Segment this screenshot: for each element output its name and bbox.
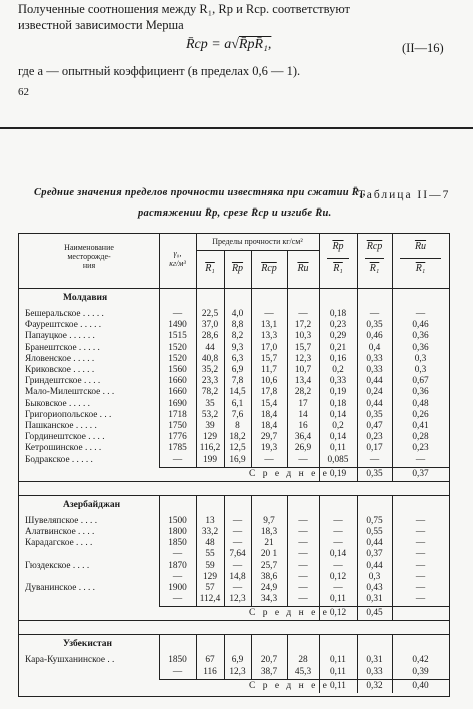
table-col-rule: [319, 495, 320, 607]
cell-ri: 36,4: [294, 432, 312, 443]
cell-ri: —: [298, 560, 308, 571]
average-rule: [159, 467, 449, 468]
average-label: С р е д н е е: [249, 468, 330, 479]
row-name: Дуванинское . . . .: [25, 583, 95, 593]
cell-ki: 0,42: [412, 655, 429, 666]
table-col-rule: [251, 250, 252, 288]
header-limits-group: Пределы прочности кг/см²: [212, 237, 303, 246]
formula-lhs: R̄ср = a√: [186, 37, 239, 52]
cell-ki: —: [415, 560, 426, 571]
row-name: Мало-Милештское . . .: [25, 387, 115, 398]
cell-g: 1850: [168, 538, 187, 549]
table-col-rule: [392, 606, 393, 620]
cell-kcp: 0,44: [366, 398, 383, 409]
section-rule: [19, 634, 449, 635]
cell-g: 1870: [168, 560, 187, 571]
header-ri: Rи: [297, 263, 309, 274]
cell-rcp: 20 1: [260, 549, 278, 560]
table-col-rule: [224, 634, 225, 678]
cell-ki: 0,36: [412, 331, 429, 342]
cell-kp: 0,23: [329, 320, 347, 331]
cell-rp: 12,3: [229, 666, 246, 677]
cell-rcp: 18,4: [260, 409, 278, 420]
cell-rcp: 24,9: [260, 583, 278, 593]
cell-g: 1718: [168, 409, 187, 420]
cell-r1: 28,6: [201, 331, 219, 342]
cell-ri: 28: [298, 655, 308, 666]
cell-ki: 0,3: [414, 365, 427, 375]
cell-kcp: 0,33: [366, 353, 383, 364]
cell-rp: 12,3: [229, 594, 246, 605]
header-ratio_p-den: R₁: [333, 263, 343, 274]
cell-r1: 116,2: [199, 443, 221, 454]
cell-ki: 0,46: [412, 320, 429, 331]
cell-g: 1660: [168, 387, 187, 398]
cell-ri: —: [298, 549, 308, 560]
table-col-rule: [159, 495, 160, 607]
cell-kcp: —: [369, 309, 380, 319]
cell-ki: —: [415, 549, 426, 560]
average-ki: 0,37: [412, 468, 429, 479]
table-col-rule: [287, 250, 288, 288]
cell-ri: 17,2: [294, 320, 312, 331]
cell-g: 1785: [168, 443, 187, 454]
cell-kcp: 0,37: [366, 549, 383, 560]
cell-ki: —: [415, 309, 426, 319]
cell-kp: 0,12: [329, 571, 347, 582]
data-table: [18, 233, 450, 697]
cell-ri: 45,3: [294, 666, 312, 677]
cell-rp: 18,2: [229, 432, 246, 443]
cell-r1: 33,2: [201, 527, 219, 537]
region-heading: Азербайджан: [63, 499, 121, 510]
cell-kcp: 0,33: [366, 365, 383, 375]
table-col-rule: [224, 288, 225, 467]
intro-line-1: Полученные соотношения между R₁, Rр и Rср. соответствуют: [18, 2, 350, 16]
table-col-rule: [357, 234, 358, 288]
cell-ki: 0,28: [412, 432, 429, 443]
cell-ki: 0,3: [414, 353, 427, 364]
section-rule: [19, 495, 449, 496]
cell-g: 1520: [168, 353, 187, 364]
row-name: Бодракское . . . . .: [25, 454, 93, 465]
cell-rp: 16,9: [229, 454, 246, 465]
cell-rp: 4,0: [231, 309, 244, 319]
cell-rcp: 38,7: [260, 666, 278, 677]
formula-radicand: R̄рR̄₁,: [238, 37, 272, 52]
cell-kcp: 0,3: [368, 571, 381, 582]
row-name: Пашканское . . . . .: [25, 421, 97, 431]
header-ratio_i-den: R₁: [415, 263, 426, 274]
cell-rp: 8: [235, 421, 240, 431]
cell-g: 1520: [168, 342, 187, 353]
table-col-rule: [196, 634, 197, 678]
cell-kcp: 0,23: [366, 432, 383, 443]
table-title: Таблица II—7: [358, 189, 451, 201]
header-subrule: [196, 250, 319, 251]
cell-kp: 0,14: [329, 409, 347, 420]
row-name: Бранештское . . . . .: [25, 342, 100, 353]
table-col-rule: [159, 288, 160, 467]
cell-kp: —: [333, 515, 343, 526]
cell-rp: 6,9: [231, 365, 244, 375]
average-kcp: 0,45: [366, 608, 383, 619]
cell-kcp: 0,44: [366, 376, 383, 387]
cell-rp: —: [232, 560, 243, 571]
cell-ri: 28,2: [294, 387, 312, 398]
table-col-rule: [196, 495, 197, 607]
header-rp: Rр: [231, 263, 244, 274]
cell-kp: 0,11: [330, 655, 346, 666]
cell-ki: 0,39: [412, 666, 429, 677]
row-name: Фаурештское . . . . .: [25, 320, 102, 331]
cell-kcp: 0,35: [366, 320, 383, 331]
average-label: С р е д н е е: [249, 680, 330, 691]
cell-kcp: 0,46: [366, 331, 383, 342]
header-density: γ₀,: [173, 249, 182, 258]
cell-rcp: 19,3: [260, 443, 278, 454]
table-col-rule: [357, 495, 358, 607]
cell-rp: 8,2: [231, 331, 244, 342]
table-col-rule: [319, 634, 320, 678]
cell-rcp: 21: [264, 538, 274, 549]
cell-kp: 0,14: [329, 549, 347, 560]
cell-ri: —: [298, 571, 308, 582]
header-name: Наименование месторожде- ния: [64, 243, 114, 270]
cell-rcp: 34,3: [260, 594, 278, 605]
cell-rp: —: [232, 527, 243, 537]
average-kp: 0,12: [329, 608, 347, 619]
table-col-rule: [319, 234, 320, 288]
cell-kp: 0,19: [329, 387, 347, 398]
cell-kcp: 0,31: [366, 594, 383, 605]
cell-g: 1500: [168, 515, 187, 526]
cell-rcp: 13,1: [260, 320, 278, 331]
cell-r1: 57: [205, 583, 215, 593]
cell-kp: 0,14: [329, 432, 347, 443]
row-name: Бешеральское . . . . .: [25, 309, 104, 319]
row-name: Кетрошинское . . . .: [25, 443, 102, 454]
region-heading: Молдавия: [63, 293, 108, 303]
cell-g: 1490: [168, 320, 187, 331]
table-col-rule: [159, 234, 160, 288]
cell-ki: 0,36: [412, 342, 429, 353]
cell-r1: 129: [203, 432, 217, 443]
header-fraction-bar: [400, 258, 441, 259]
cell-ri: —: [298, 454, 308, 465]
cell-rcp: 18,4: [260, 421, 278, 431]
cell-g: 1900: [168, 583, 187, 593]
intro-line-2: известной зависимости Мерша: [18, 18, 184, 32]
caption-line-1: Средние значения пределов прочности известняка при сжатии R̄₁,: [34, 187, 366, 198]
average-kcp: 0,35: [366, 468, 383, 479]
cell-r1: 13: [205, 515, 215, 526]
cell-r1: 35,2: [201, 365, 219, 375]
table-col-rule: [392, 634, 393, 678]
cell-rcp: 17,0: [260, 342, 278, 353]
cell-rp: 7,64: [229, 549, 246, 560]
cell-kcp: —: [369, 454, 380, 465]
cell-kp: 0,11: [330, 666, 346, 677]
cell-ki: 0,41: [412, 421, 429, 431]
table-col-rule: [287, 495, 288, 607]
cell-kp: 0,18: [329, 398, 347, 409]
cell-ki: —: [415, 594, 426, 605]
average-kp: 0,19: [329, 468, 347, 479]
cell-kp: —: [333, 560, 343, 571]
row-name: Яловенское . . . . .: [25, 353, 95, 364]
cell-kcp: 0,24: [366, 387, 383, 398]
cell-ki: —: [415, 454, 426, 465]
table-col-rule: [392, 288, 393, 467]
cell-ri: 13,4: [294, 376, 312, 387]
cell-kcp: 0,33: [366, 666, 383, 677]
cell-r1: 37,0: [201, 320, 219, 331]
cell-r1: 40,8: [201, 353, 219, 364]
cell-kcp: 0,44: [366, 538, 383, 549]
cell-rcp: —: [264, 454, 274, 465]
cell-kcp: 0,17: [366, 443, 383, 454]
table-col-rule: [159, 634, 160, 678]
cell-ri: —: [298, 515, 308, 526]
cell-r1: 55: [205, 549, 215, 560]
cell-r1: 53,2: [201, 409, 219, 420]
table-col-rule: [251, 288, 252, 467]
cell-g: —: [172, 309, 183, 319]
cell-kcp: 0,55: [366, 527, 383, 537]
header-fraction-bar: [327, 258, 349, 259]
cell-g: —: [172, 594, 183, 605]
cell-rcp: 25,7: [260, 560, 278, 571]
cell-rp: 14,5: [229, 387, 246, 398]
table-col-rule: [319, 288, 320, 467]
cell-kp: 0,16: [329, 353, 347, 364]
cell-r1: 48: [205, 538, 215, 549]
cell-r1: 116: [203, 666, 217, 677]
average-kcp: 0,32: [366, 680, 383, 691]
cell-rcp: 11,7: [261, 365, 277, 375]
cell-kp: 0,2: [332, 421, 344, 431]
cell-rcp: 9,7: [263, 515, 275, 526]
cell-r1: 112,4: [199, 594, 221, 605]
header-bottom-rule: [19, 288, 449, 289]
cell-kcp: 0,47: [366, 421, 383, 431]
cell-rp: 6,9: [231, 655, 244, 666]
cell-kcp: 0,35: [366, 409, 383, 420]
row-name: Григориопольское . . .: [25, 409, 112, 420]
cell-rp: 14,8: [229, 571, 246, 582]
section-rule: [19, 620, 449, 621]
cell-rcp: 18,3: [260, 527, 278, 537]
cell-g: 1690: [168, 398, 187, 409]
row-name: Криковское . . . . .: [25, 365, 95, 375]
cell-kcp: 0,31: [366, 655, 383, 666]
cell-r1: 39: [205, 421, 215, 431]
table-col-rule: [251, 495, 252, 607]
cell-kp: 0,085: [327, 454, 349, 465]
cell-ri: 10,7: [294, 365, 312, 375]
cell-ki: 0,26: [412, 409, 429, 420]
cell-g: 1660: [168, 376, 187, 387]
cell-kp: 0,33: [329, 376, 347, 387]
cell-rp: 12,5: [229, 443, 246, 454]
page-number: 62: [18, 86, 29, 98]
table-col-rule: [196, 234, 197, 288]
cell-ri: 10,3: [294, 331, 312, 342]
cell-ri: 12,3: [294, 353, 312, 364]
cell-kp: 0,21: [329, 342, 347, 353]
cell-kcp: 0,43: [366, 583, 383, 593]
cell-rcp: 17,8: [260, 387, 278, 398]
cell-ki: 0,48: [412, 398, 429, 409]
cell-rp: 7,6: [231, 409, 244, 420]
cell-rp: —: [232, 583, 243, 593]
cell-kp: —: [333, 527, 343, 537]
average-label: С р е д н е е: [249, 608, 330, 619]
cell-rp: 6,3: [231, 353, 244, 364]
cell-rcp: —: [264, 309, 274, 319]
cell-rp: 8,8: [231, 320, 244, 331]
row-name: Папауцкое . . . . . .: [25, 331, 95, 342]
cell-rp: 7,8: [231, 376, 244, 387]
caption-line-2: растяжении R̄р, срезе R̄ср и изгибе R̄и.: [138, 208, 332, 219]
cell-r1: 59: [205, 560, 215, 571]
cell-rcp: 10,6: [260, 376, 278, 387]
table-col-rule: [224, 250, 225, 288]
cell-kcp: 0,4: [368, 342, 381, 353]
cell-rp: —: [232, 538, 243, 549]
cell-r1: 44: [205, 342, 215, 353]
cell-g: 1850: [168, 655, 187, 666]
cell-g: —: [172, 571, 183, 582]
intro-line-3: где a — опытный коэффициент (в пределах 0,6 — 1).: [18, 64, 301, 78]
cell-rcp: 15,4: [260, 398, 278, 409]
cell-kcp: 0,75: [366, 515, 383, 526]
cell-ki: 0,36: [412, 387, 429, 398]
average-ki: 0,40: [412, 680, 429, 691]
cell-ki: —: [415, 515, 426, 526]
row-name: Быковское . . . . .: [25, 398, 90, 409]
table-col-rule: [196, 288, 197, 467]
header-rcp: Rср: [261, 263, 277, 274]
header-density-unit: кг/м³: [169, 259, 186, 268]
header-ratio_p-num: Rр: [332, 241, 344, 252]
cell-kp: 0,11: [330, 443, 346, 454]
cell-rcp: 20,7: [260, 655, 278, 666]
cell-g: 1800: [168, 527, 187, 537]
cell-ki: —: [415, 571, 426, 582]
table-col-rule: [357, 288, 358, 467]
cell-g: —: [172, 549, 183, 560]
cell-kp: 0,2: [332, 365, 344, 375]
cell-kp: —: [333, 538, 343, 549]
cell-ri: —: [298, 309, 308, 319]
cell-rcp: 15,7: [260, 353, 278, 364]
cell-r1: 129: [203, 571, 217, 582]
row-name: Карадагское . . . .: [25, 538, 93, 549]
cell-r1: 22,5: [201, 309, 219, 319]
header-ratio_i-num: Rи: [414, 241, 427, 252]
average-rule: [159, 679, 449, 680]
table-col-rule: [392, 495, 393, 607]
cell-ri: 16: [298, 421, 308, 431]
cell-ri: 14: [298, 409, 308, 420]
cell-r1: 23,3: [201, 376, 219, 387]
cell-ri: —: [298, 594, 308, 605]
cell-ri: 15,7: [294, 342, 312, 353]
table-col-rule: [392, 234, 393, 288]
cell-g: —: [172, 454, 183, 465]
cell-ki: 0,67: [412, 376, 429, 387]
cell-kcp: 0,44: [366, 560, 383, 571]
cell-ri: —: [298, 583, 308, 593]
cell-g: 1776: [168, 432, 187, 443]
cell-rp: 6,1: [231, 398, 244, 409]
cell-rp: —: [232, 515, 243, 526]
cell-ki: 0,23: [412, 443, 429, 454]
row-name: Гриндештское . . . .: [25, 376, 101, 387]
formula: [186, 37, 271, 53]
cell-kp: —: [333, 583, 343, 593]
page-separator: [0, 127, 473, 129]
header-fraction-bar: [365, 258, 384, 259]
cell-rcp: 29,7: [260, 432, 278, 443]
cell-ri: 26,9: [294, 443, 312, 454]
cell-r1: 199: [203, 454, 217, 465]
cell-ri: 17: [298, 398, 308, 409]
section-rule: [19, 481, 449, 482]
table-col-rule: [224, 495, 225, 607]
cell-ki: —: [415, 583, 426, 593]
cell-kp: 0,18: [329, 309, 347, 319]
header-ratio_cp-num: Rср: [366, 241, 383, 252]
region-heading: Узбекистан: [63, 639, 113, 650]
cell-ri: —: [298, 538, 308, 549]
cell-r1: 78,2: [201, 387, 219, 398]
cell-ri: —: [298, 527, 308, 537]
cell-rp: 9,3: [231, 342, 244, 353]
cell-r1: 35: [205, 398, 215, 409]
row-name: Кара-Кушханинское . .: [25, 655, 115, 666]
cell-ki: —: [415, 527, 426, 537]
cell-g: 1750: [168, 421, 187, 431]
cell-g: 1560: [168, 365, 187, 375]
cell-kp: 0,11: [330, 594, 346, 605]
cell-g: 1515: [168, 331, 187, 342]
header-ratio_cp-den: R₁: [369, 263, 380, 274]
row-name: Алатвинское . . . .: [25, 527, 95, 537]
cell-r1: 67: [205, 655, 215, 666]
row-name: Гординештское . . . .: [25, 432, 105, 443]
cell-ki: —: [415, 538, 426, 549]
average-rule: [159, 606, 449, 607]
cell-kp: 0,29: [329, 331, 347, 342]
cell-g: —: [172, 666, 183, 677]
average-kp: 0,11: [330, 680, 346, 691]
row-name: Шувеляпское . . . .: [25, 515, 98, 526]
cell-rcp: 38,6: [260, 571, 278, 582]
row-name: Гюздекское . . . .: [25, 560, 90, 571]
table-col-rule: [287, 634, 288, 678]
table-col-rule: [251, 634, 252, 678]
table-col-rule: [357, 634, 358, 678]
header-r1: R₁: [205, 263, 215, 274]
formula-number: (II—16): [402, 41, 444, 55]
table-col-rule: [287, 288, 288, 467]
cell-rcp: 13,3: [260, 331, 278, 342]
